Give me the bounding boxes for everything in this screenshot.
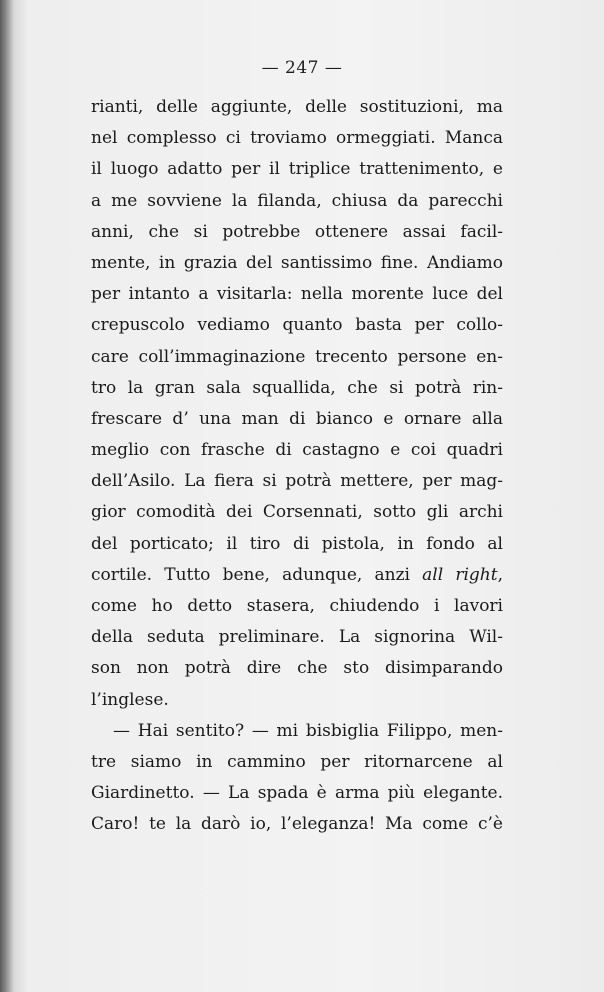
- text-line: anni, che si potrebbe ottenere assai facil-: [91, 221, 503, 242]
- text-line: della seduta preliminare. La signorina Wil-: [91, 627, 503, 648]
- italic-phrase: all right: [422, 564, 498, 585]
- text-line: tre siamo in cammino per ritornarcene al: [91, 751, 503, 772]
- text-line: meglio con frasche di castagno e coi quadri: [91, 440, 503, 461]
- text-line-start: cortile. Tutto bene, adunque, anzi: [91, 564, 423, 585]
- text-line: del porticato; il tiro di pistola, in fondo al: [91, 533, 503, 554]
- text-line: il luogo adatto per il triplice trattenimento, e: [91, 159, 503, 180]
- text-line: mente, in grazia del santissimo fine. Andiamo: [91, 252, 503, 273]
- text-line: tro la gran sala squallida, che si potrà rin-: [91, 377, 503, 398]
- paragraph-end-line: l’inglese.: [91, 689, 169, 710]
- text-line-italic: [91, 560, 503, 591]
- text-line: per intanto a visitarla: nella morente luce del: [91, 284, 503, 305]
- text-line: gior comodità dei Corsennati, sotto gli archi: [91, 502, 503, 523]
- paragraph-start-line: — Hai sentito? — mi bisbiglia Filippo, men-: [113, 720, 503, 741]
- text-line: nel complesso ci troviamo ormeggiati. Manca: [91, 128, 503, 149]
- text-line: frescare d’ una man di bianco e ornare alla: [91, 408, 503, 429]
- body-text: [91, 92, 503, 841]
- text-line: rianti, delle aggiunte, delle sostituzioni, ma: [91, 97, 503, 117]
- text-line-end: ,: [497, 564, 503, 585]
- text-line: Caro! te la darò io, l’eleganza! Ma come c’è: [91, 814, 503, 835]
- text-line: care coll’immaginazione trecento persone en-: [91, 346, 503, 367]
- text-line: dell’Asilo. La fiera si potrà mettere, per mag-: [91, 471, 503, 492]
- text-line: Giardinetto. — La spada è arma più elegante.: [91, 783, 503, 804]
- text-line: a me sovviene la filanda, chiusa da parecchi: [91, 190, 503, 211]
- text-line: crepuscolo vediamo quanto basta per collo-: [91, 315, 503, 336]
- page-number: — 247 —: [261, 58, 343, 78]
- text-line: come ho detto stasera, chiudendo i lavori: [91, 596, 503, 616]
- text-line: son non potrà dire che sto disimparando: [91, 658, 503, 679]
